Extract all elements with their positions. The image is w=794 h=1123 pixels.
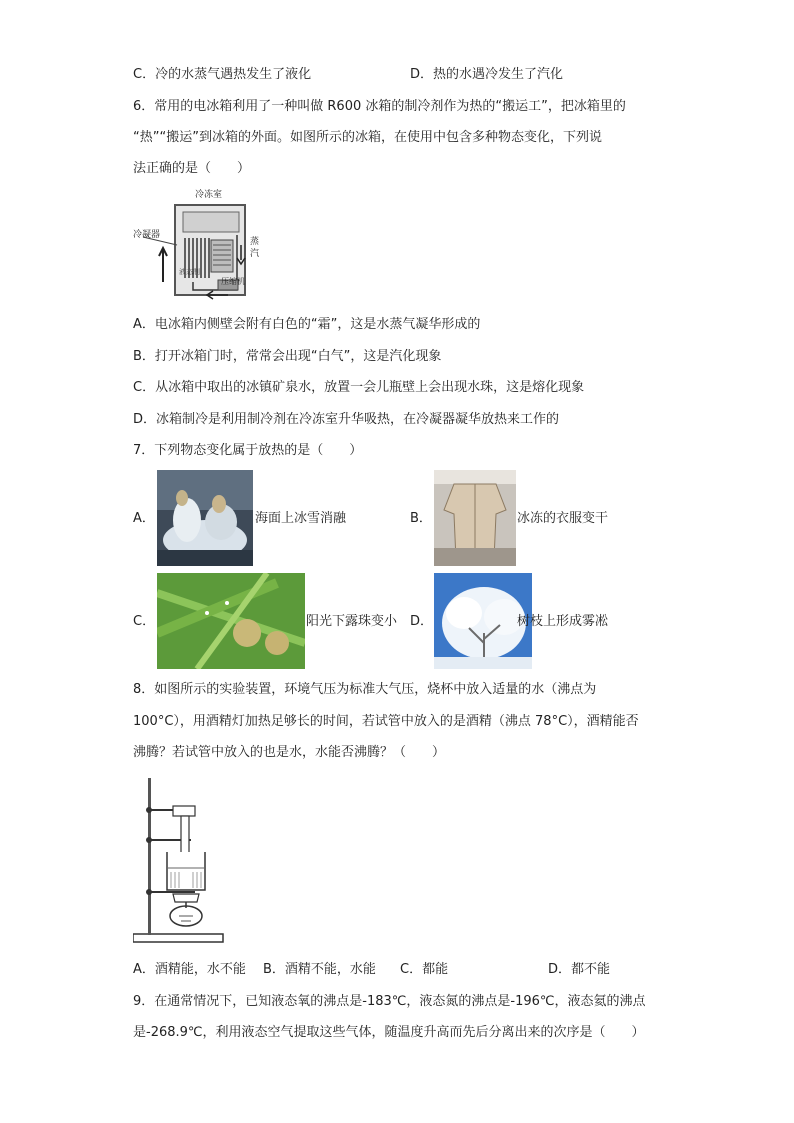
q6-stem-line2: “热”“搬运”到冰箱的外面。如图所示的冰箱，在使用中包含多种物态变化，下列说 <box>133 130 602 145</box>
q5-option-c: C．冷的水蒸气遇热发生了液化 <box>133 67 312 82</box>
q7-option-c-text: 阳光下露珠变小 <box>306 614 398 629</box>
q7-option-d-letter: D． <box>410 614 434 629</box>
fig-label-liquid: 液态制 <box>179 268 200 276</box>
q9-stem-line2: 是-268.9℃，利用液态空气提取这些气体，随温度升高而先后分离出来的次序是（ ） <box>133 1025 645 1040</box>
q7-option-d-text: 树枝上形成雾凇 <box>517 614 609 629</box>
fig-label-vapor-1: 蒸 <box>250 237 260 247</box>
q6-option-c: C．从冰箱中取出的冰镇矿泉水，放置一会儿瓶壁上会出现水珠，这是熔化现象 <box>133 380 585 395</box>
fig-label-freezer: 冷冻室 <box>195 190 223 200</box>
ice-melting-photo <box>157 470 253 566</box>
q7-stem: 7．下列物态变化属于放热的是（ ） <box>133 443 363 458</box>
q6-option-d: D．冰箱制冷是利用制冷剂在冷冻室升华吸热，在冷凝器凝华放热来工作的 <box>133 412 560 427</box>
q8-stem-line2: 100°C），用酒精灯加热足够长的时间，若试管中放入的是酒精（沸点 78°C），酒精能否 <box>133 714 639 729</box>
q6-stem-line3: 法正确的是（ ） <box>133 161 251 176</box>
q6-option-b: B．打开冰箱门时，常常会出现“白气”，这是汽化现象 <box>133 349 442 364</box>
q8-stem-line1: 8．如图所示的实验装置，环境气压为标准大气压，烧杯中放入适量的水（沸点为 <box>133 682 597 697</box>
q8-option-c: C．都能 <box>400 962 449 977</box>
q7-option-b-text: 冰冻的衣服变干 <box>517 511 609 526</box>
q8-option-b: B．酒精不能，水能 <box>263 962 376 977</box>
q6-stem-line1: 6．常用的电冰箱利用了一种叫做 R600 冰箱的制冷剂作为热的“搬运工”，把冰箱里的 <box>133 99 626 114</box>
q7-option-a-text: 海面上冰雪消融 <box>255 511 347 526</box>
fig-label-compressor: 压缩机 <box>221 277 245 286</box>
dew-drops-photo <box>157 573 305 669</box>
refrigerator-figure <box>133 190 273 300</box>
q8-option-d: D．都不能 <box>548 962 611 977</box>
q7-option-b-letter: B． <box>410 511 432 526</box>
q8-option-a: A．酒精能，水不能 <box>133 962 246 977</box>
frozen-clothes-photo <box>434 470 516 566</box>
q7-option-a-letter: A． <box>133 511 155 526</box>
fig-label-condenser: 冷凝器 <box>133 230 161 240</box>
q5-option-d: D．热的水遇冷发生了汽化 <box>410 67 564 82</box>
q9-stem-line1: 9．在通常情况下，已知液态氧的沸点是-183℃，液态氮的沸点是-196℃，液态氦的沸点 <box>133 994 646 1009</box>
q8-stem-line3: 沸腾？若试管中放入的也是水，水能否沸腾？（ ） <box>133 745 446 760</box>
q7-option-c-letter: C． <box>133 614 156 629</box>
q6-option-a: A．电冰箱内侧壁会附有白色的“霜”，这是水蒸气凝华形成的 <box>133 317 481 332</box>
fig-label-vapor-2: 汽 <box>250 249 260 259</box>
boiling-apparatus-figure <box>133 776 228 946</box>
